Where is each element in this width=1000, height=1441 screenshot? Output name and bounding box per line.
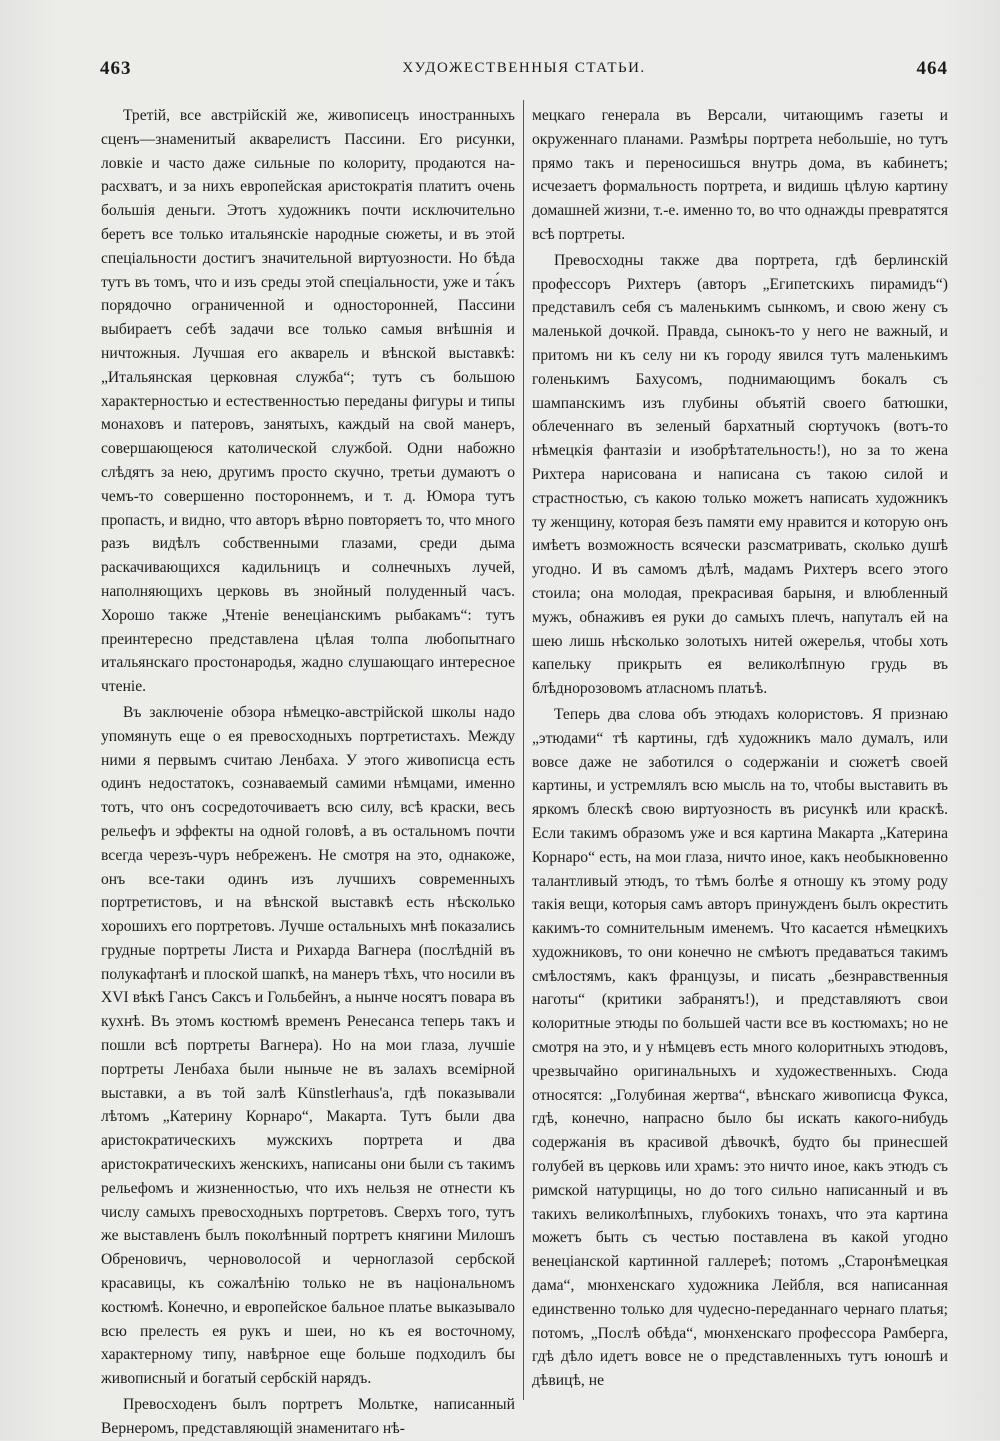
page-header — [100, 58, 948, 88]
running-title: ХУДОЖЕСТВЕННЫЯ СТАТЬИ. — [402, 60, 646, 76]
page-number-right: 464 — [916, 58, 948, 79]
paragraph: Теперь два слова объ этюдахъ колористовъ. Я признаю „этюдами“ тѣ картины, гдѣ художникъ мало думалъ, или вовсе даже не заботился о содержаніи и сюжетѣ своей картины, и устремлялъ всю мысль на то, чтобы выставить въ яркомъ блескѣ свою виртуозность въ рисункѣ или краскѣ. Если такимъ образомъ уже и вся картина Макарта „Катерина Корнаро“ есть, на мои глаза, ничто иное, какъ необыкновенно талантливый этюдъ, то тѣмъ болѣе я отношу къ этому роду такія вещи, которыя самъ авторъ принужденъ былъ окрестить какимъ-то сомнительным именемъ. Что касается нѣмецкихъ художниковъ, то они конечно не смѣютъ предаваться такимъ смѣлостямъ, какъ французы, и писать „безнравственныя наготы“ (критики забранятъ!), и представляютъ свои колоритные этюды по большей части все въ костюмахъ; но не смотря на это, и у нѣмцевъ есть много колоритныхъ этюдовъ, чрезвычайно оригинальныхъ и художественныхъ. Сюда относятся: „Голубиная жертва“, вѣнскаго живописца Фукса, гдѣ, конечно, напрасно было бы искать какого-нибудь содержанія въ красивой дѣвочкѣ, будто бы принесшей голубей въ церковь или храмъ: это ничто иное, какъ этюдъ съ римской натурщицы, но до того сильно написанный и въ такихъ великолѣпныхъ, глубокихъ тонахъ, что эта картина можетъ быть съ честью поставлена въ какой угодно венеціанской картинной галлереѣ; потомъ „Старонѣмецкая дама“, мюнхенскаго художника Лейбля, вся написанная единственно только для чудесно-переданнаго чернаго платья; потомъ, „Послѣ обѣда“, мюнхенскаго профессора Рамберга, гдѣ дѣло идетъ вовсе не о представленныхъ тутъ юношѣ и дѣвицѣ, не — [532, 705, 948, 1390]
paragraph: Третій, все австрійскій же, живописецъ иностранныхъ сценъ—знаменитый акварелистъ Пассини. Его рисунки, ловкіе и часто даже сильные по колориту, продаются на-расхватъ, и за нихъ европейская аристократія платитъ очень большія деньги. Этотъ художникъ почти исключительно беретъ все только итальянскіе народные сюжеты, и въ этой спеціальности достигъ значительной виртуозности. Но бѣда тутъ въ томъ, что и изъ среды этой спеціальности, уже и та́къ порядочно ограниченной и односторонней, Пассини выбираетъ себѣ задачи все только самыя внѣшнія и ничтожныя. Лучшая его акварель и вѣнской выставкѣ: „Итальянская церковная служба“; тутъ съ большою характерностью и естественностью переданы фигуры и типы монаховъ и патеровъ, занятыхъ, каждый на свой манеръ, совершающеюся католической службой. Одни набожно слѣдятъ за нею, другимъ просто скучно, третьи думаютъ о чемъ-то совершенно постороннемъ, и т. д. Юмора тутъ пропасть, и видно, что авторъ вѣрно повторяетъ то, что много разъ видѣлъ собственными глазами, среди дыма раскачивающихся кадильницъ и солнечныхъ лучей, наполняющихъ церковь въ знойный полуденный часъ. Хорошо также „Чтеніе венеціанскимъ рыбакамъ“: тутъ преинтересно представлена цѣлая толпа любопытнаго итальянскаго простонародья, жадно слушающаго интересное чтеніе. — [101, 107, 515, 696]
page-number-left: 463 — [100, 58, 132, 79]
paragraph: Въ заключеніе обзора нѣмецко-австрійской школы надо упомянуть еще о ея превосходныхъ портретистахъ. Между ними я первымъ считаю Ленбаха. У этого живописца есть одинъ недостатокъ, сознаваемый самими нѣмцами, именно тотъ, что онъ сосредоточиваетъ всю силу, всѣ краски, весь рельефъ и эффекты на одной головѣ, а въ остальномъ почти всегда черезъ-чуръ небреженъ. Не смотря на это, однакоже, онъ все-таки одинъ изъ лучшихъ современныхъ портретистовъ, и на вѣнской выставкѣ есть нѣсколько хорошихъ его портретовъ. Лучше остальныхъ мнѣ показались грудные портреты Листа и Рихарда Вагнера (послѣдній въ полукафтанѣ и плоской шапкѣ, на манеръ тѣхъ, что носили въ XVI вѣкѣ Гансъ Саксъ и Гольбейнъ, а нынче носятъ повара въ кухнѣ. Въ этомъ костюмѣ временъ Ренесанса теперь такъ и пошли всѣ портреты Вагнера). Но на мои глаза, лучшіе портреты Ленбаха были ныньче не въ залахъ всемірной выставки, а въ той залѣ Künstlerhaus'а, гдѣ показывали лѣтомъ „Катерину Корнаро“, Макарта. Тутъ были два аристократическихъ мужскихъ портрета и два аристократическихъ женскихъ, написаны они были съ такимъ рельефомъ и жизненностью, что ихъ нельзя не отнести къ числу самыхъ превосходныхъ портретовъ. Сверхъ того, тутъ же выставленъ былъ поколѣнный портретъ княгини Милошъ Обреновичъ, черноволосой и черноглазой сербской красавицы, къ сожалѣнію только не въ національномъ костюмѣ. Конечно, и европейское бальное платье выказывало всю прелесть ея рукъ и шеи, но къ ея восточному, характерному типу, навѣрное еще больше подходилъ бы живописный и богатый сербскій нарядъ. — [101, 703, 515, 1388]
left-column — [101, 104, 515, 1437]
paragraph: Превосходенъ былъ портретъ Мольтке, написанный Вернеромъ, представляющій знаменитаго нѣ- — [101, 1396, 515, 1437]
right-column — [532, 104, 948, 1404]
paragraph: Превосходны также два портрета, гдѣ берлинскій профессоръ Рихтеръ (авторъ „Египетскихъ пирамидъ“) представилъ себя съ маленькимъ сынкомъ, и свою жену съ маленькой дочкой. Правда, сынокъ-то у него не важный, и притомъ ни къ селу ни къ городу явился тутъ маленькимъ голенькимъ Бахусомъ, поднимающимъ бокалъ съ шампанскимъ изъ глубины объятій своего батюшки, облеченнаго въ зеленый бархатный сюртучокъ (вотъ-то нѣмецкія фантазіи и изобрѣтательность!), но за то жена Рихтера нарисована и написана съ такою силой и страстностью, съ какою только можетъ написать художникъ ту женщину, которая безъ памяти ему нравится и которую онъ имѣетъ возможность всячески разсматривать, сколько душѣ угодно. И въ самомъ дѣлѣ, мадамъ Рихтеръ всего этого стоила; она молодая, прекрасивая барыня, и влюбленный мужъ, обнаживъ ея руки до самыхъ плечъ, напуталъ ей на шею лишь нѣсколько золотыхъ нитей ожерелья, чтобы хоть капельку прикрыть ея великолѣпную грудь въ блѣднорозовомъ атласномъ платьѣ. — [532, 251, 948, 698]
paragraph: мецкаго генерала въ Версали, читающимъ газеты и окруженнаго планами. Размѣры портрета небольшіе, но тутъ прямо такъ и переносишься внутрь дома, въ кабинетъ; исчезаетъ формальность портрета, и видишь цѣлую картину домашней жизни, т.-е. именно то, во что однажды превратятся всѣ портреты. — [532, 107, 948, 243]
column-divider — [523, 100, 524, 1400]
